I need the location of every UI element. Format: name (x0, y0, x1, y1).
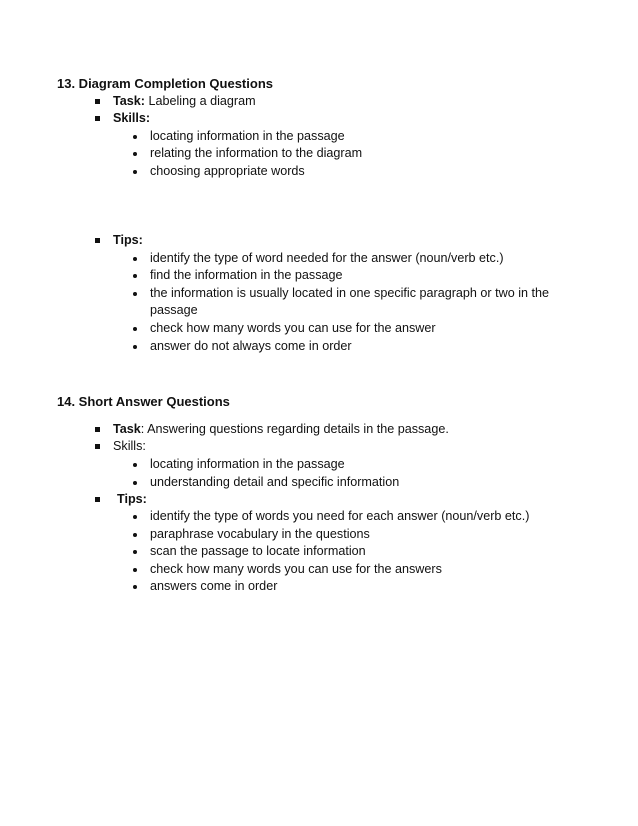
round-bullet-icon (133, 345, 137, 349)
section-14-task (113, 422, 449, 437)
list-item: answer do not always come in order (150, 339, 352, 353)
round-bullet-icon (133, 585, 137, 589)
section-13-skills-label: Skills: (113, 111, 151, 125)
list-item: relating the information to the diagram (150, 146, 363, 160)
round-bullet-icon (133, 257, 137, 261)
section-13-heading: 13. Diagram Completion Questions (57, 76, 273, 91)
round-bullet-icon (133, 274, 137, 278)
round-bullet-icon (133, 152, 137, 156)
round-bullet-icon (133, 463, 137, 467)
list-item: identify the type of word needed for the answer (noun/verb etc.) (150, 251, 504, 265)
list-item: check how many words you can use for the answers (150, 562, 442, 576)
square-bullet-icon (95, 444, 100, 449)
square-bullet-icon (95, 497, 100, 502)
list-item: paraphrase vocabulary in the questions (150, 527, 370, 541)
list-item: understanding detail and specific information (150, 475, 400, 489)
round-bullet-icon (133, 481, 137, 485)
section-13-tips-label: Tips: (113, 233, 143, 247)
list-item: identify the type of words you need for each answer (noun/verb etc.) (150, 509, 530, 523)
list-item: the information is usually located in one specific paragraph or two in the (150, 286, 550, 300)
list-item: scan the passage to locate information (150, 544, 366, 558)
square-bullet-icon (95, 238, 100, 243)
list-item: locating information in the passage (150, 129, 345, 143)
task-label: Task: (113, 94, 145, 108)
list-item-continuation: passage (150, 303, 198, 317)
section-14-heading: 14. Short Answer Questions (57, 394, 230, 409)
round-bullet-icon (133, 550, 137, 554)
list-item: find the information in the passage (150, 268, 343, 282)
round-bullet-icon (133, 568, 137, 572)
round-bullet-icon (133, 135, 137, 139)
square-bullet-icon (95, 116, 100, 121)
square-bullet-icon (95, 99, 100, 104)
section-14-tips-label: Tips: (117, 492, 147, 506)
round-bullet-icon (133, 170, 137, 174)
round-bullet-icon (133, 515, 137, 519)
task-text: : Answering questions regarding details in the passage. (140, 422, 449, 436)
list-item: locating information in the passage (150, 457, 345, 471)
task-label: Task (113, 422, 141, 436)
round-bullet-icon (133, 292, 137, 296)
list-item: choosing appropriate words (150, 164, 305, 178)
square-bullet-icon (95, 427, 100, 432)
task-text: Labeling a diagram (144, 94, 256, 108)
section-13-task (113, 94, 256, 109)
list-item: check how many words you can use for the answer (150, 321, 436, 335)
round-bullet-icon (133, 533, 137, 537)
list-item: answers come in order (150, 579, 278, 593)
section-14-skills-label: Skills: (113, 439, 146, 453)
round-bullet-icon (133, 327, 137, 331)
